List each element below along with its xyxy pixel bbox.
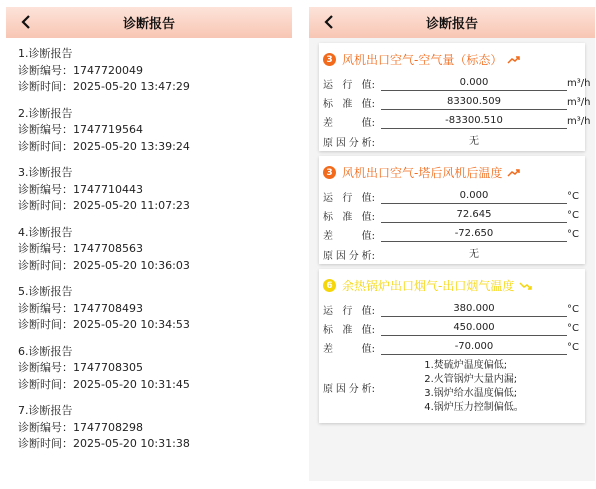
diagnosis-card[interactable] [319, 269, 585, 423]
unit-label: °C [567, 191, 579, 202]
report-code: 诊断编号：1747710443 [18, 182, 143, 196]
unit-label: °C [567, 229, 579, 240]
diagnosis-cards [309, 43, 595, 423]
report-list-panel [6, 7, 292, 481]
report-time: 诊断时间：2025-05-20 10:31:45 [18, 377, 190, 391]
page-title: 诊断报告 [122, 17, 175, 32]
card-title [323, 273, 581, 298]
cause-list [381, 359, 567, 415]
cause-item: 3.锅炉给水温度偏低; [424, 388, 518, 399]
card-title [323, 160, 581, 185]
field-label: 原 因 分 析: [323, 383, 375, 395]
cause-item: 4.锅炉压力控制偏低。 [424, 402, 524, 413]
trend-indicator [507, 168, 521, 178]
cause-item: 1.焚硫炉温度偏低; [424, 360, 508, 371]
trend-up-icon [507, 168, 521, 178]
level-badge: 3 [323, 166, 336, 179]
std-value: 83300.509 [381, 95, 567, 110]
report-code: 诊断编号：1747719564 [18, 123, 143, 136]
cause-value: 无 [469, 136, 479, 147]
diff-value: -70.000 [381, 340, 567, 355]
trend-up-icon [507, 55, 521, 65]
value-row-diff [323, 336, 581, 355]
value-row-run [323, 72, 591, 91]
unit-label: °C [567, 304, 579, 315]
diff-value: -83300.510 [381, 114, 567, 129]
report-item[interactable] [18, 225, 280, 285]
report-title: 2.诊断报告 [18, 106, 73, 120]
report-code: 诊断编号：1747708493 [18, 301, 143, 315]
report-item[interactable] [18, 46, 280, 106]
card-title-text: 余热锅炉出口烟气-出口烟气温度 [342, 279, 515, 293]
report-time: 诊断时间：2025-05-20 10:31:38 [18, 437, 190, 450]
unit-label: m³/h [567, 116, 591, 127]
level-badge: 6 [323, 279, 336, 292]
report-item[interactable] [18, 344, 280, 404]
unit-label: °C [567, 323, 579, 334]
field-label: 差 值: [323, 344, 375, 355]
std-value: 450.000 [381, 321, 567, 336]
field-label: 差 值: [323, 231, 375, 242]
cause-value: 无 [469, 249, 479, 260]
std-value: 72.645 [381, 208, 567, 223]
report-item[interactable] [18, 165, 280, 225]
report-title: 5.诊断报告 [18, 285, 73, 298]
value-row-diff [323, 110, 591, 129]
card-title-text: 风机出口空气-空气量（标态） [342, 53, 503, 67]
trend-indicator [507, 55, 521, 65]
run-value: 380.000 [381, 302, 567, 317]
card-title [323, 47, 581, 72]
unit-label: m³/h [567, 78, 591, 89]
chevron-left-icon [323, 15, 335, 29]
value-row-diff [323, 223, 581, 242]
report-title: 1.诊断报告 [18, 47, 73, 60]
diagnosis-card[interactable] [319, 156, 585, 264]
trend-indicator [519, 281, 533, 291]
report-detail-panel [309, 7, 595, 481]
report-code: 诊断编号：1747708298 [18, 420, 143, 434]
value-row-std [323, 91, 591, 110]
run-value: 0.000 [381, 189, 567, 204]
field-label: 运 行 值: [323, 306, 375, 317]
report-title: 3.诊断报告 [18, 166, 73, 179]
cause-item: 2.火管锅炉大量内漏; [424, 374, 518, 385]
run-value: 0.000 [381, 76, 567, 91]
report-time: 诊断时间：2025-05-20 11:07:23 [18, 199, 190, 212]
report-list [6, 38, 292, 463]
field-label: 标 准 值: [323, 325, 375, 336]
header-bar [309, 7, 595, 38]
report-title: 7.诊断报告 [18, 404, 73, 417]
field-label: 差 值: [323, 118, 375, 129]
page-title: 诊断报告 [425, 17, 478, 32]
report-time: 诊断时间：2025-05-20 13:39:24 [18, 139, 190, 153]
cause-row [323, 355, 581, 421]
field-label: 运 行 值: [323, 80, 375, 91]
report-code: 诊断编号：1747708305 [18, 361, 143, 374]
report-item[interactable] [18, 284, 280, 344]
cause-row [323, 129, 581, 149]
value-row-std [323, 317, 581, 336]
trend-down-icon [519, 281, 533, 291]
field-label: 运 行 值: [323, 193, 375, 204]
value-row-run [323, 298, 581, 317]
field-label: 标 准 值: [323, 99, 375, 110]
report-code: 诊断编号：1747720049 [18, 63, 143, 77]
diff-value: -72.650 [381, 227, 567, 242]
unit-label: m³/h [567, 97, 591, 108]
field-label: 原 因 分 析: [323, 251, 375, 262]
field-label: 原 因 分 析: [323, 138, 375, 149]
cause-row [323, 242, 581, 262]
report-item[interactable] [18, 403, 280, 463]
value-row-run [323, 185, 581, 204]
chevron-left-icon [20, 15, 32, 29]
card-title-text: 风机出口空气-塔后风机后温度 [342, 166, 503, 180]
report-title: 6.诊断报告 [18, 344, 73, 358]
unit-label: °C [567, 210, 579, 221]
report-title: 4.诊断报告 [18, 225, 73, 239]
back-button[interactable] [319, 12, 339, 32]
diagnosis-card[interactable] [319, 43, 591, 151]
level-badge: 3 [323, 53, 336, 66]
report-time: 诊断时间：2025-05-20 10:36:03 [18, 258, 190, 272]
back-button[interactable] [16, 12, 36, 32]
header-bar [6, 7, 292, 38]
report-time: 诊断时间：2025-05-20 10:34:53 [18, 318, 190, 331]
field-label: 标 准 值: [323, 212, 375, 223]
report-time: 诊断时间：2025-05-20 13:47:29 [18, 80, 190, 93]
report-code: 诊断编号：1747708563 [18, 242, 143, 255]
unit-label: °C [567, 342, 579, 353]
report-item[interactable] [18, 106, 280, 166]
value-row-std [323, 204, 581, 223]
